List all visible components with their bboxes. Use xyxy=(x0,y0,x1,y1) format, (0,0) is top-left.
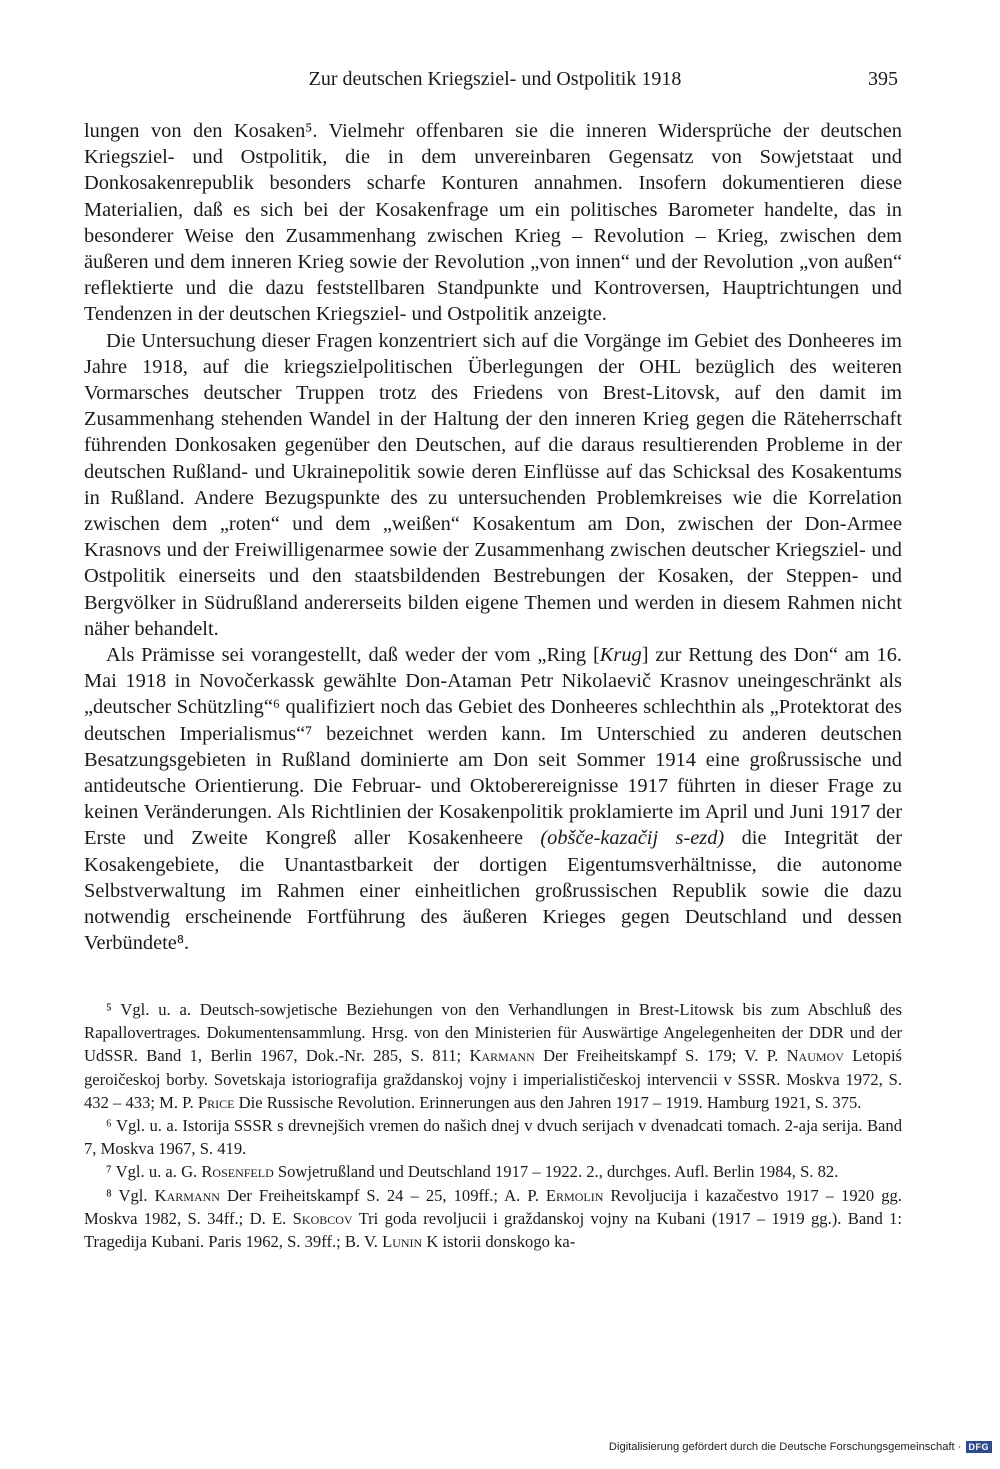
paragraph-3 xyxy=(84,642,902,956)
footnote-text: ⁸ Vgl. xyxy=(106,1185,155,1205)
author-name: Rosenfeld xyxy=(201,1162,274,1182)
footnote-8 xyxy=(84,1184,902,1254)
author-name: Price xyxy=(197,1092,235,1112)
italic-term-congress: (obšče-kazačij s-ezd) xyxy=(540,827,725,850)
author-name: Karmann xyxy=(469,1046,535,1066)
footnote-text: Der Freiheitskampf S. 179; V. P. xyxy=(534,1046,787,1066)
footnote-text: Letopiś geroičeskoj borby. Sovetskaja istoriografija graždanskoj vojny i imperialističeskoj intervencii v SSSR. Moskva 1972, S. 432 – 433; M. P. xyxy=(84,1046,903,1112)
author-name: Naumov xyxy=(786,1046,844,1066)
main-text xyxy=(84,118,902,957)
author-name: Lunin xyxy=(382,1232,423,1252)
footnote-text: Der Freiheitskampf S. 24 – 25, 109ff.; A. P. xyxy=(219,1185,546,1205)
running-header xyxy=(92,68,898,100)
footnote-text: Die Russische Revolution. Erinnerungen aus den Jahren 1917 – 1919. Hamburg 1921, S. 375. xyxy=(234,1092,862,1112)
footnote-text: Tri goda revoljucii i graždanskoj vojny na Kubani (1917 – 1919 gg.). Band 1: Tragedija Kubani. Paris 1962, S. 39ff.; B. V. xyxy=(84,1208,903,1252)
footnote-5 xyxy=(84,998,902,1114)
running-title: Zur deutschen Kriegsziel- und Ostpolitik 1918 xyxy=(308,68,682,90)
footnote-text: Sowjetrußland und Deutschland 1917 – 1922. 2., durchges. Aufl. Berlin 1984, S. 82. xyxy=(273,1162,839,1182)
page-number: 395 xyxy=(868,68,898,90)
author-name: Skobcov xyxy=(292,1208,353,1228)
footnote-text: ⁷ Vgl. u. a. G. xyxy=(106,1162,202,1182)
digitization-credit xyxy=(586,1437,992,1457)
footnote-text: K istorii donskogo ka- xyxy=(422,1232,576,1252)
credit-text: Digitalisierung gefördert durch die Deutsche Forschungsgemeinschaft · xyxy=(608,1441,962,1453)
italic-term-krug: Krug xyxy=(599,644,642,667)
footnote-7 xyxy=(84,1160,902,1183)
paragraph-2: Die Untersuchung dieser Fragen konzentriert sich auf die Vorgänge im Gebiet des Donheeres im Jahre 1918, auf die kriegszielpolitischen Überlegungen der OHL bezüglich des weiteren Vormarsches deutscher Truppen trotz des Friedens von Brest-Litovsk, auf den damit im Zusammenhang stehenden Wandel in der Haltung der den inneren Krieg gegen die Räteherrschaft führenden Donkosaken gegenüber den Deutschen, auf die daraus resultierenden Probleme in der deutschen Rußland- und Ukrainepolitik sowie deren Einflüsse auf das Schicksal des Kosakentums in Rußland. Andere Bezugspunkte des zu untersuchenden Problemkreises wie die Korrelation zwischen dem „roten“ und dem „weißen“ Kosakentum am Don, zwischen der Don-Armee Krasnovs und der Freiwilligenarmee sowie der Zusammenhang zwischen deutscher Kriegsziel- und Ostpolitik einerseits und den staatsbildenden Bestrebungen der Kosaken, der Steppen- und Bergvölker in Südrußland andererseits bilden eigene Themen und werden in diesem Rahmen nicht näher behandelt. xyxy=(84,329,902,640)
paragraph-1: lungen von den Kosaken⁵. Vielmehr offenbaren sie die inneren Widersprüche der deutschen Kriegsziel- und Ostpolitik, die in dem unvereinbaren Gegensatz von Sowjetstaat und Donkosakenrepublik besonders scharfe Konturen annahmen. Insofern dokumentieren diese Materialien, daß es sich bei der Kosakenfrage um ein politisches Barometer handelte, das in besonderer Weise den Zusammenhang zwischen Krieg – Revolution – Krieg, zwischen dem äußeren und dem inneren Krieg sowie der Revolution „von innen“ und der Revolution „von außen“ reflektierte und die dazu feststellbaren Standpunkte und Kontroversen, Hauptrichtungen und Tendenzen in der deutschen Kriegsziel- und Ostpolitik anzeigte. xyxy=(84,120,902,326)
author-name: Karmann xyxy=(154,1185,220,1205)
dfg-logo: DFG xyxy=(966,1441,993,1453)
footnote-text: ⁵ Vgl. u. a. Deutsch-sowjetische Beziehungen von den Verhandlungen in Brest-Litowsk bis zum Abschluß des Rapallovertrages. Dokumentensammlung. Hrsg. von den Ministerien für Auswärtige Angelegenheiten der DDR und der UdSSR. Band 1, Berlin 1967, Dok.-Nr. 285, S. 811; xyxy=(84,1000,902,1066)
footnotes xyxy=(84,998,902,1253)
paragraph-3-text: Als Prämisse sei vorangestellt, daß weder der vom „Ring [ xyxy=(106,644,600,667)
paragraph-3-text: ] zur Rettung des Don“ am 16. Mai 1918 in Novočerkassk gewählte Don-Ataman Petr Nikolaevič Krasnov uneingeschränkt als „deutscher Schützling“⁶ qualifiziert noch das Gebiet des Donheeres schlechthin als „Protektorat des deutschen Imperialismus“⁷ bezeichnet werden kann. Im Unterschied zu anderen deutschen Besatzungsgebieten in Rußland dominierte am Don seit Sommer 1914 eine großrussische und antideutsche Orientierung. Die Februar- und Oktoberereignisse 1917 führten in dieser Frage zu keinen Veränderungen. Als Richtlinien der Kosakenpolitik proklamierte im April und Juni 1917 der Erste und Zweite Kongreß aller Kosakenheere xyxy=(84,644,903,850)
footnote-6: ⁶ Vgl. u. a. Istorija SSSR s drevnejšich vremen do našich dnej v dvuch serijach v dvenadcati tomach. 2-aja serija. Band 7, Moskva 1967, S. 419. xyxy=(84,1116,902,1159)
footnote-text: Revoljucija i kazačestvo 1917 – 1920 gg. Moskva 1982, S. 34ff.; D. E. xyxy=(84,1185,902,1228)
author-name: Ermolin xyxy=(545,1185,604,1205)
paragraph-3-text: die Integrität der Kosakengebiete, die Unantastbarkeit der dortigen Eigentumsverhältnisse, die autonome Selbstverwaltung im Rahmen einer einheitlichen großrussischen Republik sowie die dazu notwendig erscheinende Fortführung des äußeren Krieges gegen Deutschland und dessen Verbündete⁸. xyxy=(84,827,903,955)
